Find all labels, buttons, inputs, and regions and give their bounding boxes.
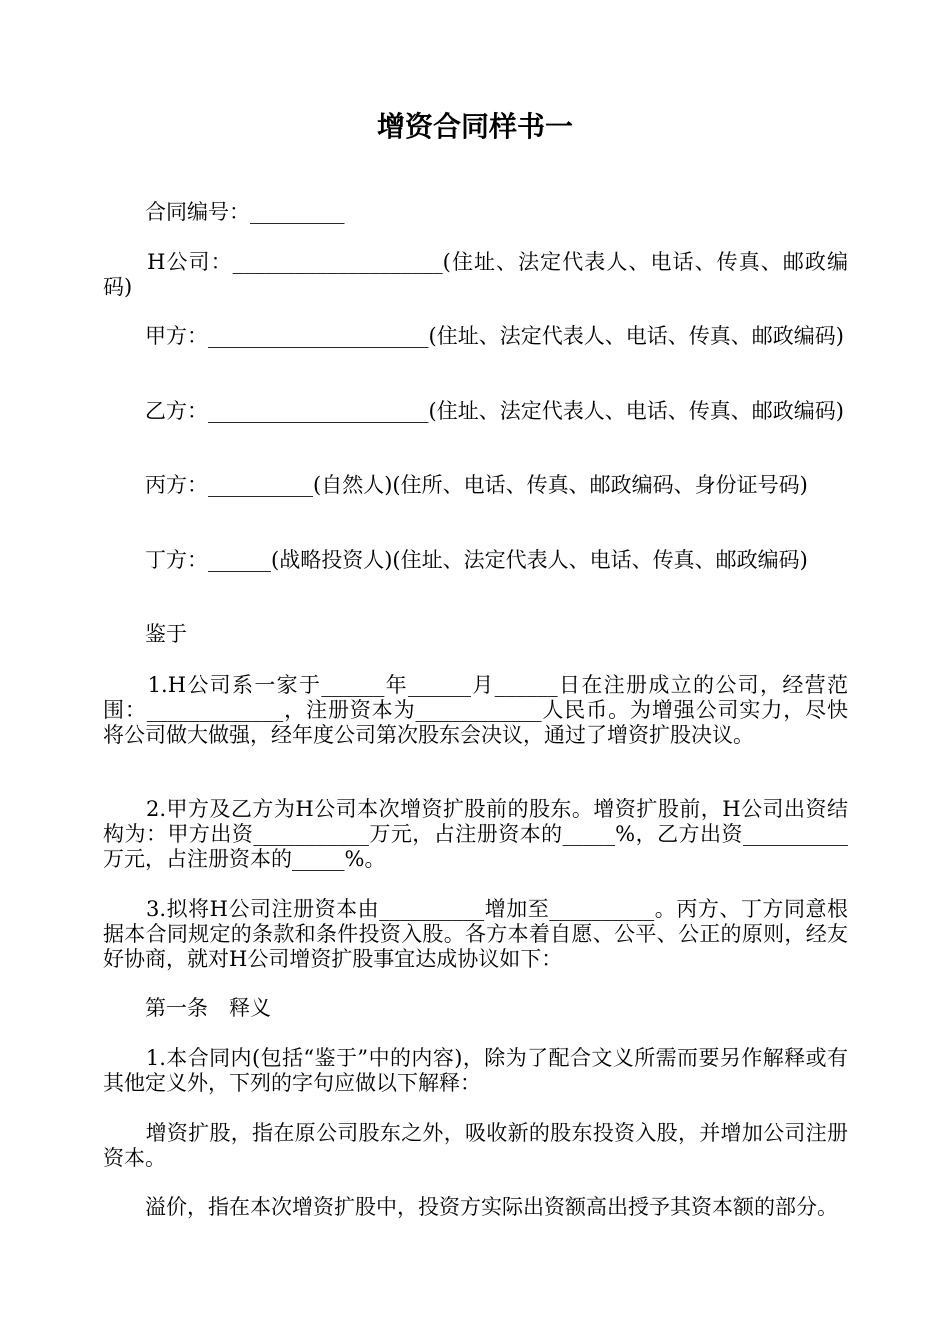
- whereas-heading: 鉴于: [103, 622, 187, 646]
- party-h-company: H公司：____________________(住址、法定代表人、电话、传真、邮政编码): [103, 250, 848, 299]
- whereas-clause-3: 3.拟将H公司注册资本由__________增加至__________。丙方、丁方同意根据本合同规定的条款和条件投资入股。各方本着自愿、公平、公正的原则，经友好协商，就对H公司增资扩股事宜达成协议如下：: [103, 897, 848, 971]
- party-a: 甲方：_____________________(住址、法定代表人、电话、传真、邮政编码): [103, 324, 844, 348]
- document-title: 增资合同样书一: [376, 110, 573, 143]
- party-b: 乙方：_____________________(住址、法定代表人、电话、传真、邮政编码): [103, 399, 844, 423]
- party-d: 丁方：______(战略投资人)(住址、法定代表人、电话、传真、邮政编码): [103, 548, 808, 572]
- whereas-clause-1: 1.H公司系一家于______年______月______日在注册成立的公司，经营范围：_____________，注册资本为____________人民币。为增强公司实力，尽快将公司做大做强，经年度公司第次股东会决议，通过了增资扩股决议。: [103, 673, 848, 747]
- party-c: 丙方：__________(自然人)(住所、电话、传真、邮政编码、身份证号码): [103, 473, 808, 497]
- whereas-clause-2: 2.甲方及乙方为H公司本次增资扩股前的股东。增资扩股前，H公司出资结构为：甲方出资___________万元，占注册资本的_____%，乙方出资__________万元，占注册资本的_____%。: [103, 797, 848, 871]
- definition-premium: 溢价，指在本次增资扩股中，投资方实际出资额高出授予其资本额的部分。: [103, 1195, 838, 1219]
- contract-number: 合同编号：_________: [103, 200, 345, 224]
- article-1-clause-1: 1.本合同内(包括“鉴于”中的内容)，除为了配合文义所需而要另作解释或有其他定义外，下列的字句应做以下解释：: [103, 1046, 848, 1095]
- definition-capital-increase: 增资扩股，指在原公司股东之外，吸收新的股东投资入股，并增加公司注册资本。: [103, 1121, 848, 1170]
- article-1-heading: 第一条 释义: [103, 996, 271, 1020]
